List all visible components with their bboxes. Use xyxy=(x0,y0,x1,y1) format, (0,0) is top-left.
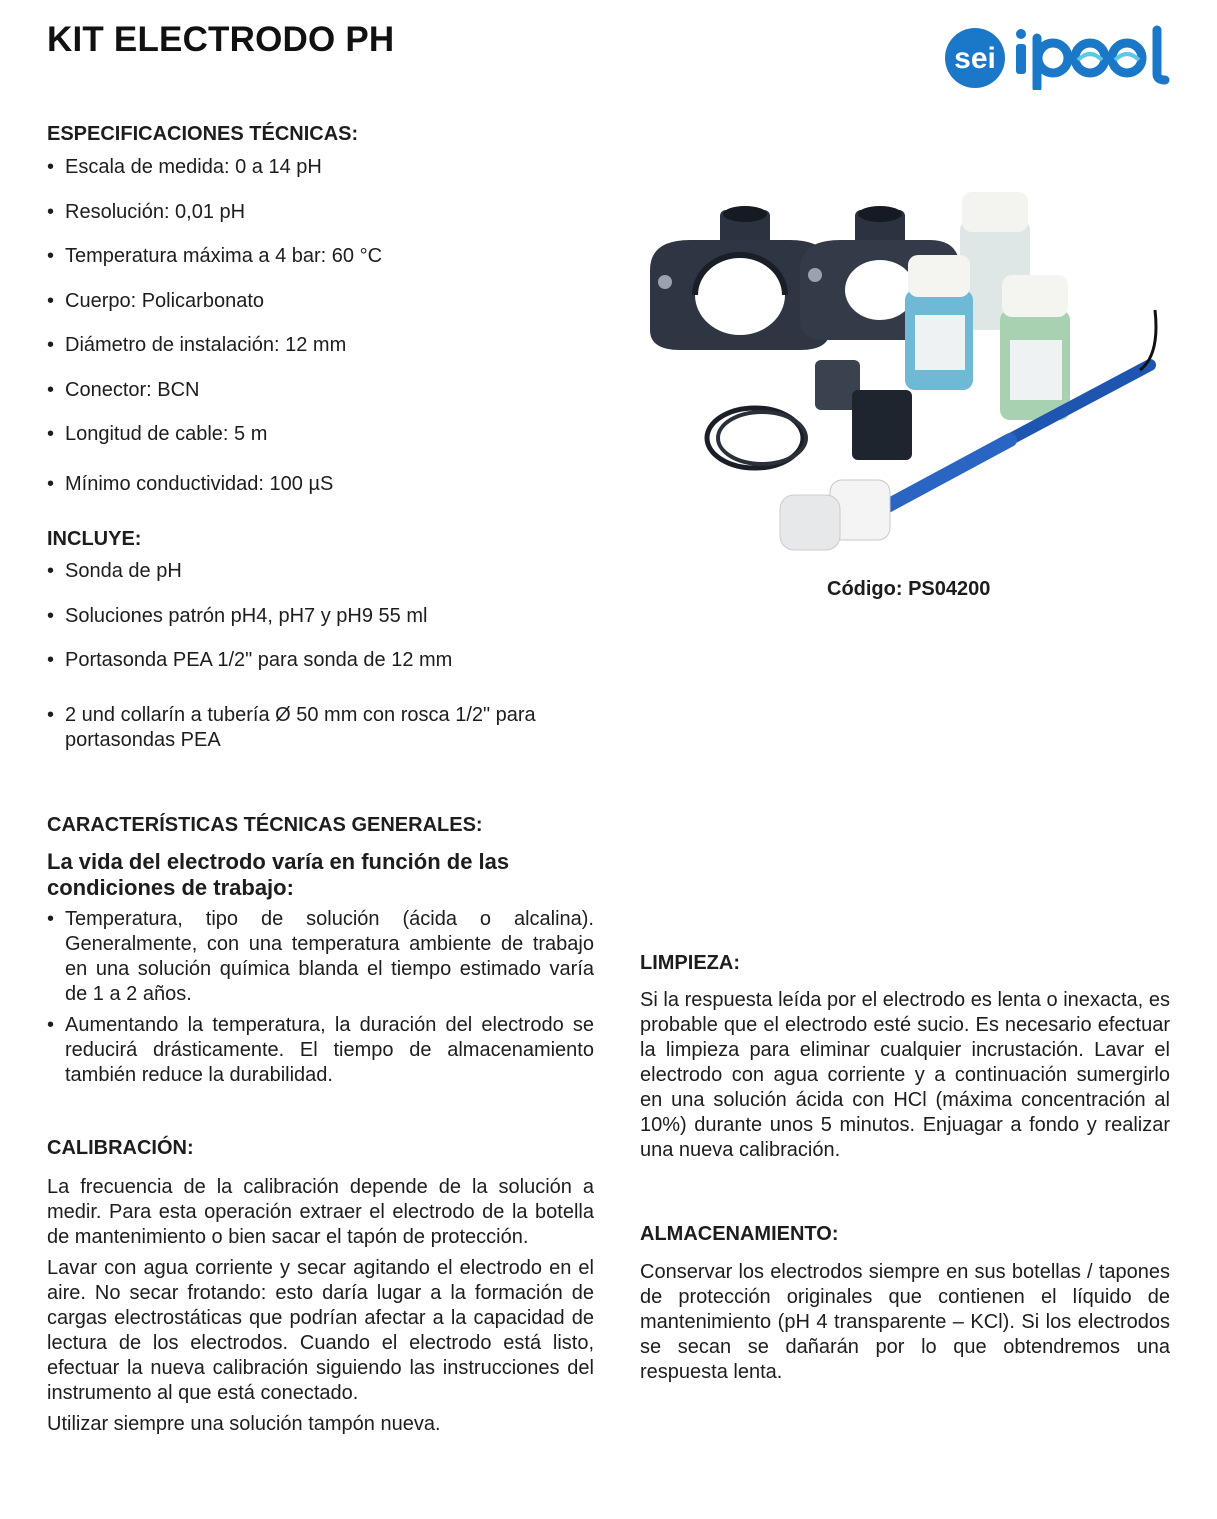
list-item: • Resolución: 0,01 pH xyxy=(47,200,607,225)
list-item: • Aumentando la temperatura, la duración del electrodo se reducirá drásticamente. El tiempo de almacenamiento también reduce la durabilidad. xyxy=(47,1013,594,1088)
calibracion-heading: CALIBRACIÓN: xyxy=(47,1137,194,1159)
limpieza-text: Si la respuesta leída por el electrodo es lenta o inexacta, es probable que el electrodo esté sucio. Es necesario efectuar la limpieza para eliminar cualquier incrustación. Lavar el electrodo con agua corriente y a continuación sumergirlo en una solución ácida con HCl (máxima concentración al 10%) durante unos 5 minutos. Enjuagar a fondo y realizar una nueva calibración. xyxy=(640,989,1170,1161)
calibracion-paragraph-3: Utilizar siempre una solución tampón nueva. xyxy=(47,1413,441,1435)
incluye-heading: INCLUYE: xyxy=(47,528,142,550)
specs-list xyxy=(47,155,607,497)
list-item: • 2 und collarín a tubería Ø 50 mm con rosca 1/2" para portasondas PEA xyxy=(47,703,607,753)
list-item: • Longitud de cable: 5 m xyxy=(47,422,607,447)
list-item: • Diámetro de instalación: 12 mm xyxy=(47,333,607,358)
list-item: • Escala de medida: 0 a 14 pH xyxy=(47,155,607,180)
list-item: • Portasonda PEA 1/2" para sonda de 12 mm xyxy=(47,648,607,673)
product-kit-image xyxy=(630,180,1170,560)
o-rings xyxy=(707,408,806,468)
list-item: • Mínimo conductividad: 100 µS xyxy=(47,472,607,497)
almacenamiento-heading: ALMACENAMIENTO: xyxy=(640,1223,839,1245)
list-item: • Temperatura, tipo de solución (ácida o alcalina). Generalmente, con una temperatura ambiente de trabajo en una solución química blanda el tiempo estimado varía de 1 a 2 años. xyxy=(47,907,594,1007)
probe-holder-fittings xyxy=(815,360,912,460)
caracteristicas-heading: CARACTERÍSTICAS TÉCNICAS GENERALES: xyxy=(47,814,483,836)
buffer-solution-bottles xyxy=(905,192,1070,420)
list-item: • Sonda de pH xyxy=(47,559,607,584)
list-item: • Cuerpo: Policarbonato xyxy=(47,289,607,314)
product-code: Código: PS04200 xyxy=(827,578,991,600)
incluye-list xyxy=(47,559,607,753)
list-item: • Conector: BCN xyxy=(47,378,607,403)
calibracion-paragraph-1: La frecuencia de la calibración depende de la solución a medir. Para esta operación extraer el electrodo de la botella de mantenimiento o bien sacar el tapón de protección. xyxy=(47,1176,594,1248)
list-item: • Temperatura máxima a 4 bar: 60 °C xyxy=(47,244,607,269)
limpieza-heading: LIMPIEZA: xyxy=(640,952,740,974)
page-title: KIT ELECTRODO PH xyxy=(47,20,395,59)
logo-sei-text: sei xyxy=(954,42,996,75)
calibracion-paragraph-2: Lavar con agua corriente y secar agitando el electrodo en el aire. No secar frotando: esto daría lugar a la formación de cargas electrostáticas que podrían afectar a la capacidad de lectura de los electrodos. Cuando el electrodo está listo, efectuar la nueva calibración siguiendo las instrucciones del instrumento al que está conectado. xyxy=(47,1257,594,1404)
caracteristicas-list xyxy=(47,907,594,1088)
list-item: • Soluciones patrón pH4, pH7 y pH9 55 ml xyxy=(47,604,607,629)
caracteristicas-subheading: La vida del electrodo varía en función de las condiciones de trabajo: xyxy=(47,849,510,900)
sei-pool-logo xyxy=(945,24,1171,90)
specs-heading: ESPECIFICACIONES TÉCNICAS: xyxy=(47,123,359,145)
almacenamiento-text: Conservar los electrodos siempre en sus botellas / tapones de protección originales que contienen el líquido de mantenimiento (pH 4 transparente – KCl). Si los electrodos se secan se dañarán por lo que obtendremos una respuesta lenta. xyxy=(640,1261,1170,1383)
